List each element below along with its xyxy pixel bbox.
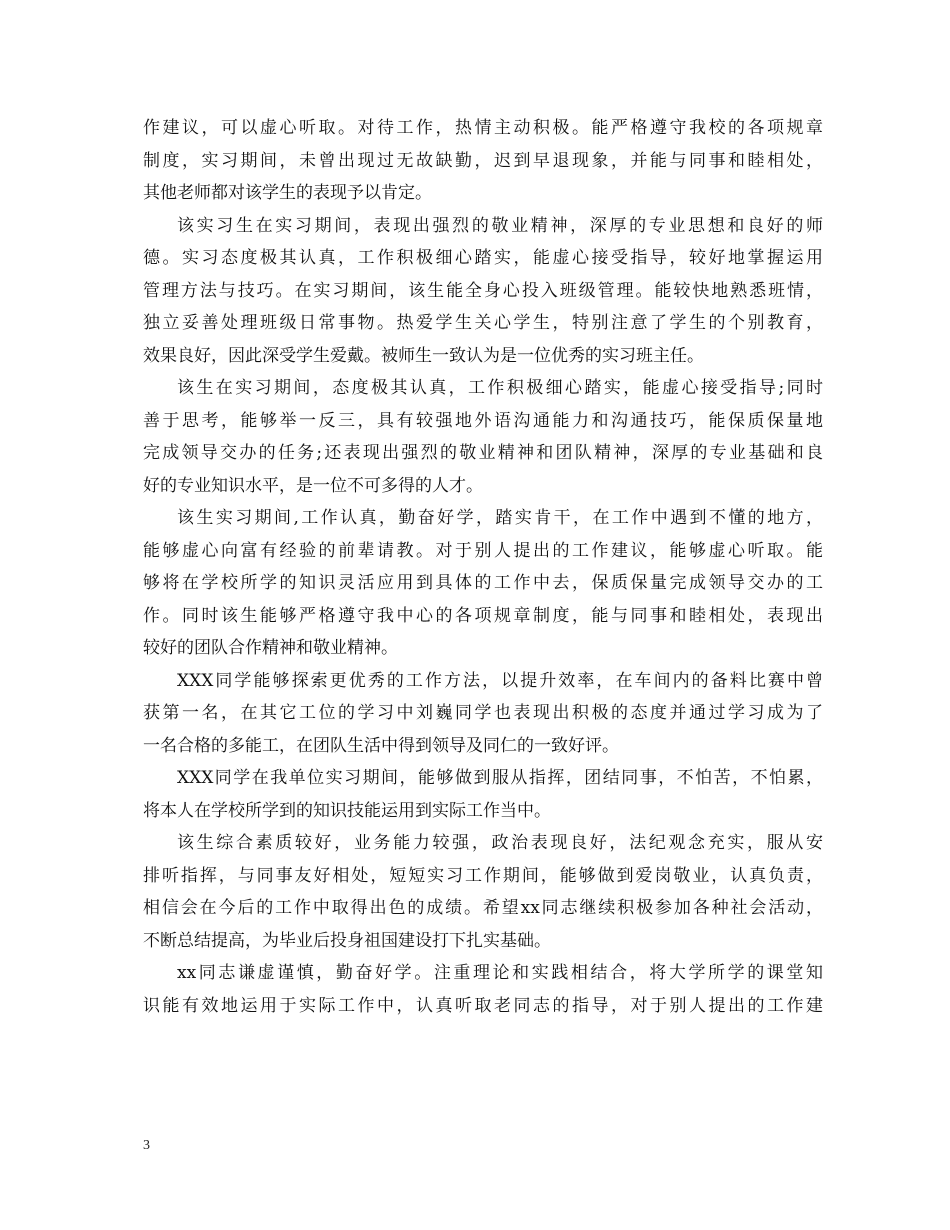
text-line: 将本人在学校所学到的知识技能运用到实际工作当中。 xyxy=(143,800,551,821)
paragraph xyxy=(143,210,823,373)
text-line: 其他老师都对该学生的表现予以肯定。 xyxy=(143,183,432,203)
text-line: xx同志谦虚谨慎，勤奋好学。注重理论和实践相结合，将大学所学的课堂知 xyxy=(177,963,823,983)
text-line: 独立妥善处理班级日常事物。热爱学生关心学生，特别注意了学生的个别教育， xyxy=(143,313,823,333)
text-line: 管理方法与技巧。在实习期间，该生能全身心投入班级管理。能较快地熟悉班情， xyxy=(143,280,823,301)
paragraph xyxy=(143,762,823,827)
text-line: 该实习生在实习期间，表现出强烈的敬业精神，深厚的专业思想和良好的师 xyxy=(177,215,823,236)
paragraph xyxy=(143,502,823,665)
text-line: 善于思考，能够举一反三，具有较强地外语沟通能力和沟通技巧，能保质保量地 xyxy=(143,410,823,431)
text-line: 较好的团队合作精神和敬业精神。 xyxy=(143,638,398,658)
text-line: XXX同学能够探索更优秀的工作方法，以提升效率，在车间内的备料比赛中曾 xyxy=(177,670,823,691)
text-line: 作。同时该生能够严格遵守我中心的各项规章制度，能与同事和睦相处，表现出 xyxy=(143,605,823,626)
text-line: 效果良好，因此深受学生爱戴。被师生一致认为是一位优秀的实习班主任。 xyxy=(143,345,704,366)
text-line: 识能有效地运用于实际工作中，认真听取老同志的指导，对于别人提出的工作建 xyxy=(143,995,823,1016)
text-line: 该生综合素质较好，业务能力较强，政治表现良好，法纪观念充实，服从安 xyxy=(177,833,823,853)
text-line: 不断总结提高，为毕业后投身祖国建设打下扎实基础。 xyxy=(143,930,551,951)
text-line: 德。实习态度极其认真，工作积极细心踏实，能虚心接受指导，较好地掌握运用 xyxy=(143,248,823,268)
text-line: 够将在学校所学的知识灵活应用到具体的工作中去，保质保量完成领导交办的工 xyxy=(143,573,823,593)
text-line: 好的专业知识水平，是一位不可多得的人才。 xyxy=(143,475,483,496)
paragraph xyxy=(143,112,823,210)
paragraph xyxy=(143,372,823,502)
text-line: 能够虚心向富有经验的前辈请教。对于别人提出的工作建议，能够虚心听取。能 xyxy=(143,540,823,561)
document-body xyxy=(143,112,823,1022)
page-number: 3 xyxy=(143,1138,150,1153)
text-line: 作建议，可以虚心听取。对待工作，热情主动积极。能严格遵守我校的各项规章 xyxy=(143,118,823,138)
paragraph xyxy=(143,957,823,1022)
paragraph xyxy=(143,827,823,957)
text-line: 完成领导交办的任务;还表现出强烈的敬业精神和团队精神，深厚的专业基础和良 xyxy=(143,443,823,463)
text-line: XXX同学在我单位实习期间，能够做到服从指挥，团结同事，不怕苦，不怕累， xyxy=(177,768,823,788)
paragraph xyxy=(143,665,823,763)
text-line: 获第一名，在其它工位的学习中刘巍同学也表现出积极的态度并通过学习成为了 xyxy=(143,703,823,723)
text-line: 一名合格的多能工，在团队生活中得到领导及同仁的一致好评。 xyxy=(143,735,619,756)
text-line: 排听指挥，与同事友好相处，短短实习工作期间，能够做到爱岗敬业，认真负责， xyxy=(143,865,823,886)
text-line: 该生实习期间,工作认真，勤奋好学，踏实肯干，在工作中遇到不懂的地方， xyxy=(177,508,823,528)
text-line: 该生在实习期间，态度极其认真，工作积极细心踏实，能虚心接受指导;同时 xyxy=(177,378,823,398)
text-line: 相信会在今后的工作中取得出色的成绩。希望xx同志继续积极参加各种社会活动， xyxy=(143,898,823,918)
text-line: 制度，实习期间，未曾出现过无故缺勤，迟到早退现象，并能与同事和睦相处， xyxy=(143,150,823,171)
